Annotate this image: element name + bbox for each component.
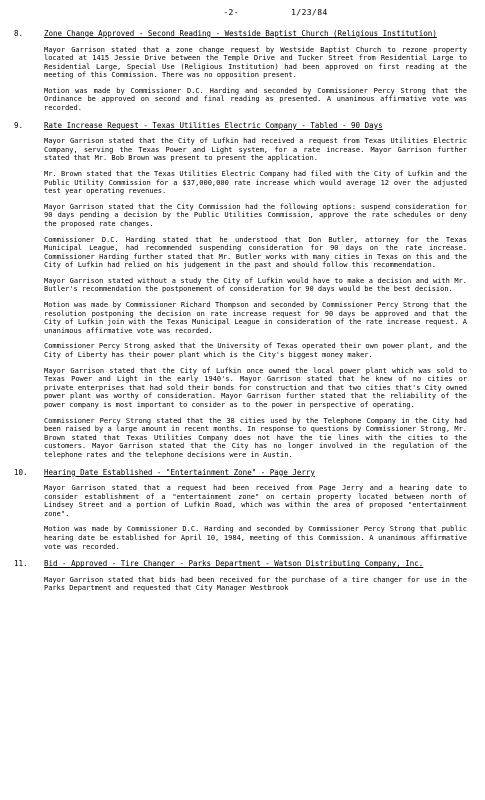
item-number: 11.: [14, 559, 28, 569]
paragraph: Motion was made by Commissioner D.C. Harding and seconded by Commissioner Percy Strong that public hearing date be established for April 10, 1984, meeting of this Commission. A unanimous affirmative vote was recorded.: [44, 525, 467, 551]
paragraph: Mayor Garrison stated that the City of Lufkin once owned the local power plant which was sold to Texas Power and Light in the early 1940's. Mayor Garrison stated that he knew of no cities or private enterprises that had sold their bonds for construction and that two cities that's City owned power plant was worthy of consideration. Mayor Garrison further stated that the reliability of the power company is most important to consider as to the power in perspective of operating.: [44, 366, 467, 409]
paragraph: Commissioner Percy Strong stated that the 38 cities used by the Telephone Company in the City had been raised by a large amount in recent months. In response to questions by Commissioner Strong, Mr. Brown stated that Texas Utilities Company does not have the tie lines with the cities to the customers. Mayor Garrison stated that the City has no longer involved in the regulation of the telephone rates and the telephone decisions were in Austin.: [44, 416, 467, 459]
agenda-item-8: [14, 29, 467, 113]
paragraph: Mr. Brown stated that the Texas Utilities Electric Company had filed with the City of Lufkin and the Public Utility Commission for a $37,000,000 rate increase which would average 12 over the adjusted test year operating revenues.: [44, 169, 467, 196]
agenda-item-11: [14, 559, 467, 593]
paragraph: Commissioner D.C. Harding stated that he understood that Don Butler, attorney for the Texas Municipal League, had recommended suspending consideration for 90 days on the rate increase. Commissioner Harding further stated that Mr. Butler works with many cities in Texas on this and the City of Lufkin had relied on his judgement in the past and should follow this recommendation.: [44, 235, 467, 270]
item-title: Bid - Approved - Tire Changer - Parks Department - Watson Distributing Company, Inc.: [44, 559, 424, 569]
paragraph: Mayor Garrison stated that a request had been received from Page Jerry and a hearing date to consider establishment of a "entertainment zone" on certain property located between north of Lindsey Street and a portion of Lufkin Road, which was within the area of proposed "entertainment zone".: [44, 484, 467, 518]
paragraph: Motion was made by Commissioner Richard Thompson and seconded by Commissioner Percy Strong that the resolution postponing the decision on rate increase request for 90 days be approved and that the City of Lufkin join with the Texas Municipal League in consideration of the rate increase request. A unanimous affirmative vote was recorded.: [44, 301, 467, 335]
paragraph: Mayor Garrison stated that the City Commission had the following options: suspend consideration for 90 days pending a decision by the Public Utilities Commission, approve the rate schedules or deny the proposed rate changes.: [44, 202, 467, 228]
paragraph: Mayor Garrison stated that a zone change request by Westside Baptist Church to rezone property located at 1415 Jessie Drive between the Temple Drive and Tucker Street from Residential Large to Residential Large, Special Use (Religious Institution) had been approved on first reading at the meeting of this Commission. There was no opposition present.: [44, 45, 467, 80]
item-number: 10.: [14, 467, 28, 477]
paragraph: Mayor Garrison stated that bids had been received for the purchase of a tire changer for use in the Parks Department and requested that City Manager Westbrook: [44, 575, 467, 593]
item-title: Zone Change Approved - Second Reading - Westside Baptist Church (Religious Institution): [44, 29, 437, 38]
item-number: 8.: [14, 29, 24, 38]
page-number: -2-: [223, 8, 239, 17]
paragraph: Motion was made by Commissioner D.C. Harding and seconded by Commissioner Percy Strong that the Ordinance be approved on second and final reading as presented. A unanimous affirmative vote was recorded.: [44, 86, 467, 113]
agenda-item-9: [14, 120, 467, 460]
item-title: Hearing Date Established - "Entertainment Zone" - Page Jerry: [44, 467, 315, 477]
item-title: Rate Increase Request - Texas Utilities Electric Company - Tabled - 90 Days: [44, 120, 383, 130]
item-number: 9.: [14, 120, 24, 130]
page-header: [84, 8, 467, 17]
paragraph: Mayor Garrison stated without a study the City of Lufkin would have to make a decision and with Mr. Butler's recommendation the postponement of consideration for 90 days would be the best decision.: [44, 276, 467, 294]
paragraph: Commissioner Percy Strong asked that the University of Texas operated their own power plant, and the City of Liberty has their power plant which is the City's biggest money maker.: [44, 342, 467, 360]
agenda-item-10: [14, 467, 467, 552]
paragraph: Mayor Garrison stated that the City of Lufkin had received a request from Texas Utilities Electric Company, serving the Texas Power and Light system, for a rate increase. Mayor Garrison further stated that Mr. Bob Brown was present to present the application.: [44, 137, 467, 163]
page-date: 1/23/84: [291, 8, 328, 17]
